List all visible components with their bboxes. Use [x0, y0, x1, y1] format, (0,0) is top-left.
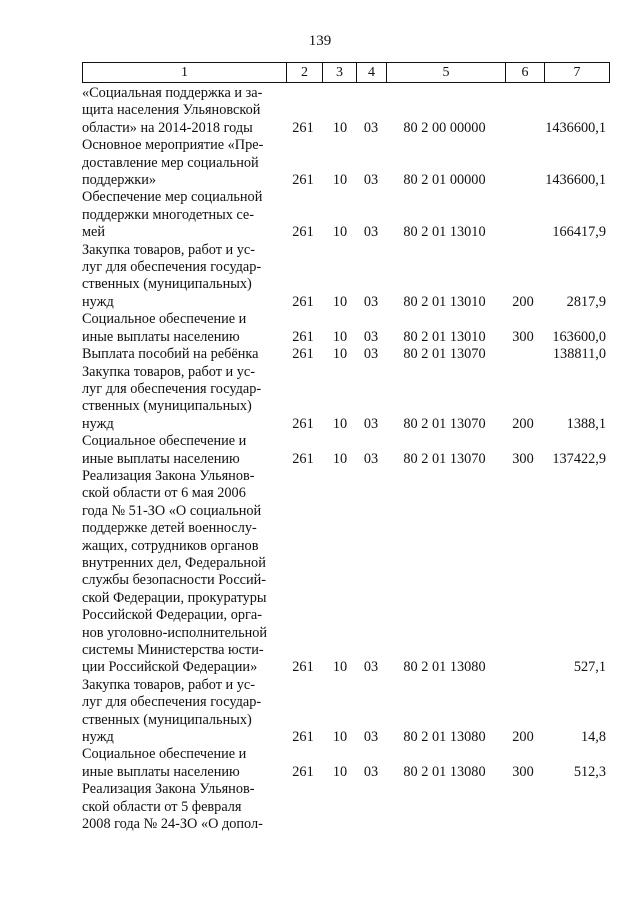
- table-row: [82, 85, 610, 137]
- cell-c3: 10: [332, 729, 348, 746]
- row-name-line: области» на 2014-2018 годы: [82, 119, 253, 136]
- row-name-line: иные выплаты населению: [82, 328, 240, 345]
- cell-c2: 261: [292, 415, 314, 432]
- cell-c7: 137422,9: [552, 450, 606, 467]
- row-name-line: Российской Федерации, орга-: [82, 607, 262, 624]
- cell-c4: 03: [363, 659, 379, 676]
- row-name-line: Закупка товаров, работ и ус-: [82, 363, 256, 380]
- cell-c5: 80 2 01 00000: [403, 172, 486, 189]
- cell-c7: 1388,1: [566, 415, 606, 432]
- row-name-line: Социальное обеспечение и: [82, 746, 247, 763]
- row-name-line: ции Российской Федерации»: [82, 659, 258, 676]
- cell-c7: 138811,0: [552, 346, 606, 363]
- row-name-line: ственных (муниципальных): [82, 398, 252, 415]
- cell-c3: 10: [332, 224, 348, 241]
- row-name-line: Закупка товаров, работ и ус-: [82, 241, 256, 258]
- cell-c4: 03: [363, 763, 379, 780]
- cell-c7: 163600,0: [552, 328, 606, 345]
- cell-c2: 261: [292, 172, 314, 189]
- cell-c4: 03: [363, 172, 379, 189]
- row-name: [82, 85, 282, 137]
- row-name-line: нужд: [82, 729, 114, 746]
- column-header-3: 3: [322, 63, 356, 82]
- cell-c3: 10: [332, 763, 348, 780]
- row-name-line: Реализация Закона Ульянов-: [82, 467, 255, 484]
- table-body: [82, 85, 610, 833]
- row-name-line: 2008 года № 24-ЗО «О допол-: [82, 816, 263, 833]
- cell-c2: 261: [292, 450, 314, 467]
- cell-c5: 80 2 01 13080: [403, 659, 486, 676]
- row-name-line: ственных (муниципальных): [82, 711, 252, 728]
- cell-c3: 10: [332, 450, 348, 467]
- cell-c7: 527,1: [573, 659, 606, 676]
- cell-c2: 261: [292, 224, 314, 241]
- column-header-5: 5: [386, 63, 505, 82]
- row-name-line: нужд: [82, 415, 114, 432]
- table-row: [82, 242, 610, 312]
- row-name-line: ственных (муниципальных): [82, 276, 252, 293]
- cell-c2: 261: [292, 328, 314, 345]
- cell-c4: 03: [363, 729, 379, 746]
- cell-c4: 03: [363, 293, 379, 310]
- cell-c2: 261: [292, 659, 314, 676]
- cell-c5: 80 2 01 13070: [403, 415, 486, 432]
- row-name-line: Реализация Закона Ульянов-: [82, 781, 255, 798]
- column-header-1: 1: [181, 65, 188, 80]
- row-name-line: внутренних дел, Федеральной: [82, 554, 266, 571]
- cell-c5: 80 2 01 13080: [403, 763, 486, 780]
- table-row: [82, 677, 610, 747]
- row-name-line: нов уголовно-исполнительной: [82, 624, 268, 641]
- row-name-line: мей: [82, 224, 106, 241]
- cell-c4: 03: [363, 346, 379, 363]
- cell-c6: 300: [512, 328, 534, 345]
- cell-c4: 03: [363, 328, 379, 345]
- column-header-4: 4: [356, 63, 386, 82]
- cell-c3: 10: [332, 119, 348, 136]
- row-name: [82, 468, 282, 677]
- row-name-line: ской области от 5 февраля: [82, 798, 242, 815]
- table-row: [82, 364, 610, 434]
- cell-c3: 10: [332, 172, 348, 189]
- row-name-line: луг для обеспечения государ-: [82, 259, 262, 276]
- table-header: [82, 62, 610, 83]
- cell-c6: 200: [512, 729, 534, 746]
- cell-c2: 261: [292, 763, 314, 780]
- cell-c4: 03: [363, 415, 379, 432]
- cell-c5: 80 2 01 13010: [403, 293, 486, 310]
- row-name-line: ской Федерации, прокуратуры: [82, 589, 267, 606]
- table-row: [82, 781, 610, 833]
- cell-c6: 300: [512, 450, 534, 467]
- cell-c7: 166417,9: [552, 224, 606, 241]
- row-name-line: иные выплаты населению: [82, 763, 240, 780]
- cell-c4: 03: [363, 450, 379, 467]
- cell-c7: 1436600,1: [545, 172, 606, 189]
- cell-c5: 80 2 01 13080: [403, 729, 486, 746]
- row-name: [82, 433, 282, 468]
- cell-c6: 200: [512, 293, 534, 310]
- row-name: [82, 781, 282, 833]
- cell-c6: 200: [512, 415, 534, 432]
- cell-c3: 10: [332, 293, 348, 310]
- row-name: [82, 242, 282, 312]
- row-name-line: Закупка товаров, работ и ус-: [82, 676, 256, 693]
- row-name-line: года № 51-ЗО «О социальной: [82, 502, 262, 519]
- cell-c7: 512,3: [573, 763, 606, 780]
- cell-c7: 14,8: [580, 729, 606, 746]
- cell-c5: 80 2 01 13010: [403, 224, 486, 241]
- row-name-line: Выплата пособий на ребёнка: [82, 346, 259, 363]
- row-name: [82, 137, 282, 189]
- row-name: [82, 346, 282, 363]
- table-row: [82, 746, 610, 781]
- row-name-line: Социальное обеспечение и: [82, 311, 247, 328]
- row-name-line: «Социальная поддержка и за-: [82, 85, 263, 101]
- cell-c3: 10: [332, 346, 348, 363]
- row-name-line: Основное мероприятие «Пре-: [82, 137, 264, 154]
- row-name: [82, 677, 282, 747]
- table-row: [82, 137, 610, 189]
- cell-c5: 80 2 00 00000: [403, 119, 486, 136]
- row-name-line: Социальное обеспечение и: [82, 433, 247, 450]
- cell-c4: 03: [363, 224, 379, 241]
- row-name-line: поддержке детей военнослу-: [82, 520, 257, 537]
- table-row: [82, 468, 610, 677]
- cell-c7: 1436600,1: [545, 119, 606, 136]
- row-name: [82, 311, 282, 346]
- row-name: [82, 746, 282, 781]
- row-name-line: жащих, сотрудников органов: [82, 537, 259, 554]
- row-name: [82, 364, 282, 434]
- cell-c2: 261: [292, 346, 314, 363]
- row-name-line: поддержки многодетных се-: [82, 206, 255, 223]
- cell-c3: 10: [332, 659, 348, 676]
- cell-c5: 80 2 01 13010: [403, 328, 486, 345]
- cell-c2: 261: [292, 119, 314, 136]
- cell-c6: 300: [512, 763, 534, 780]
- row-name-line: доставление мер социальной: [82, 154, 259, 171]
- table-row: [82, 311, 610, 346]
- row-name-line: системы Министерства юсти-: [82, 642, 264, 658]
- cell-c5: 80 2 01 13070: [403, 450, 486, 467]
- cell-c7: 2817,9: [566, 293, 606, 310]
- row-name-line: ской области от 6 мая 2006: [82, 485, 246, 502]
- cell-c3: 10: [332, 415, 348, 432]
- column-header-7: 7: [544, 63, 609, 82]
- row-name-line: службы безопасности Россий-: [82, 572, 267, 589]
- row-name-line: луг для обеспечения государ-: [82, 694, 262, 711]
- page-number: 139: [308, 33, 332, 49]
- row-name-line: нужд: [82, 293, 114, 310]
- cell-c2: 261: [292, 729, 314, 746]
- table-row: [82, 346, 610, 363]
- row-name-line: луг для обеспечения государ-: [82, 380, 262, 397]
- cell-c4: 03: [363, 119, 379, 136]
- row-name-line: Обеспечение мер социальной: [82, 189, 263, 206]
- row-name: [82, 189, 282, 241]
- cell-c3: 10: [332, 328, 348, 345]
- table-row: [82, 189, 610, 241]
- table-row: [82, 433, 610, 468]
- cell-c5: 80 2 01 13070: [403, 346, 486, 363]
- column-header-2: 2: [286, 63, 322, 82]
- row-name-line: иные выплаты населению: [82, 450, 240, 467]
- column-header-6: 6: [505, 63, 544, 82]
- row-name-line: поддержки»: [82, 172, 157, 189]
- cell-c2: 261: [292, 293, 314, 310]
- row-name-line: щита населения Ульяновской: [82, 102, 261, 119]
